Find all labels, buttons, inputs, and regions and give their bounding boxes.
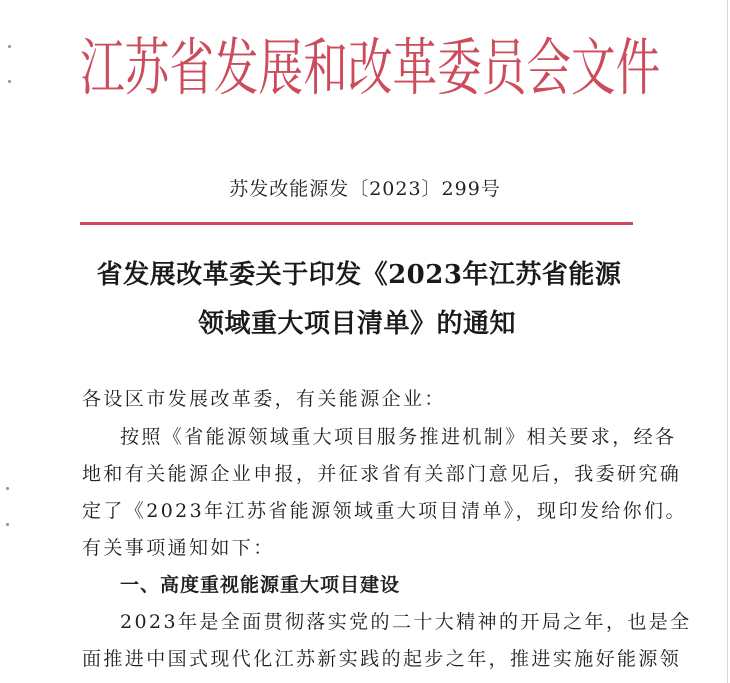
body-line-1: 按照《省能源领域重大项目服务推进机制》相关要求，经各 bbox=[120, 426, 677, 448]
body-line-4: 有关事项通知如下： bbox=[82, 537, 275, 559]
document-number: 苏发改能源发〔2023〕299号 bbox=[229, 178, 501, 200]
document-masthead: 江苏省发展和改革委员会文件 bbox=[80, 31, 661, 104]
scan-speck bbox=[6, 523, 9, 526]
section-body-line-1: 2023年是全面贯彻落实党的二十大精神的开局之年，也是全 bbox=[120, 611, 692, 633]
red-divider-rule bbox=[80, 222, 633, 225]
salutation: 各设区市发展改革委，有关能源企业： bbox=[82, 388, 446, 410]
body-line-3: 定了《2023年江苏省能源领域重大项目清单》，现印发给你们。 bbox=[82, 500, 687, 522]
section-heading: 一、高度重视能源重大项目建设 bbox=[120, 574, 401, 596]
scan-speck bbox=[8, 80, 11, 83]
scan-speck bbox=[8, 45, 11, 48]
notice-title-line-1: 省发展改革委关于印发《2023年江苏省能源 bbox=[96, 260, 622, 290]
body-line-2: 地和有关能源企业申报，并征求省有关部门意见后，我委研究确 bbox=[82, 463, 682, 485]
section-body-line-2: 面推进中国式现代化江苏新实践的起步之年，推进实施好能源领 bbox=[82, 648, 682, 670]
scan-speck bbox=[6, 487, 9, 490]
page-edge bbox=[727, 0, 728, 683]
notice-title-line-2: 领域重大项目清单》的通知 bbox=[197, 309, 516, 339]
